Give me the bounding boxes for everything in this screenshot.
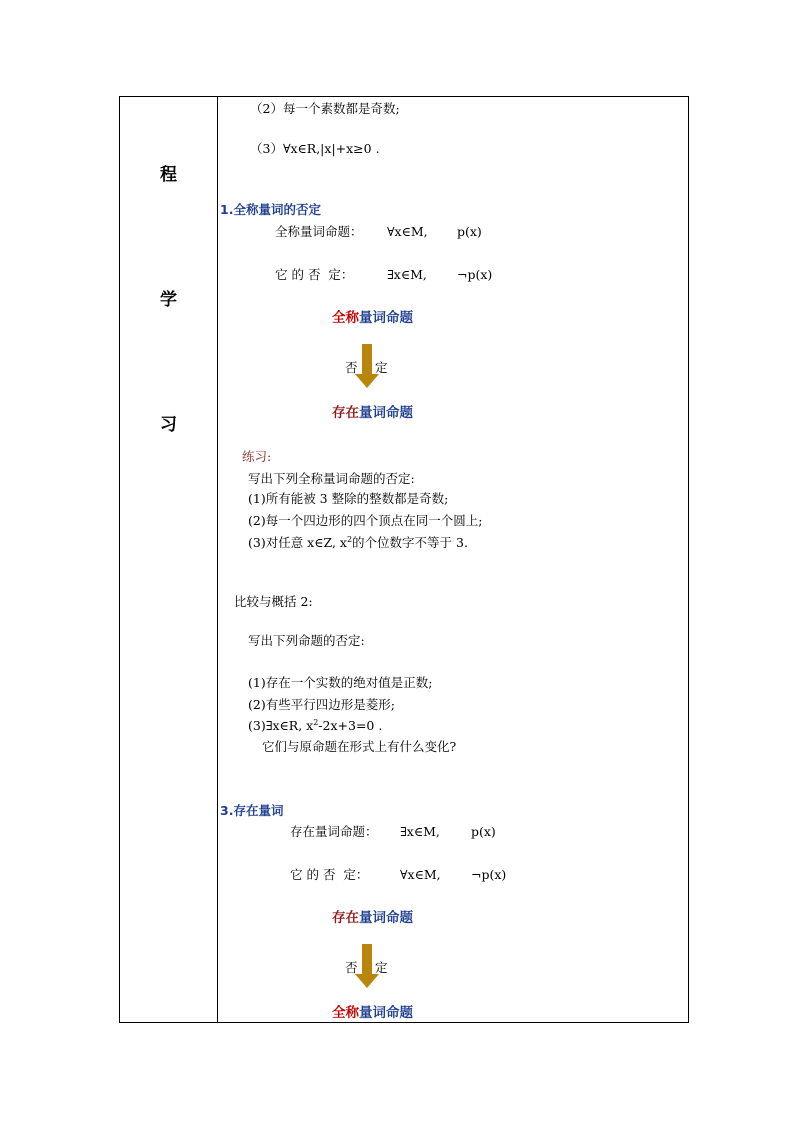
exercise-q1: (1)所有能被 3 整除的整数都是奇数; (248, 491, 449, 506)
section1-prop-pred: p(x) (457, 224, 482, 239)
intro-item-3: （3）∀x∈R,|x|+x≥0 . (250, 141, 380, 156)
section3-to-label: 全称量词命题 (332, 1005, 413, 1021)
side-label-xue: 学 (160, 290, 177, 310)
section1-arrow-label-1: 否 (345, 360, 358, 375)
section1-to-label: 存在量词命题 (332, 405, 413, 421)
section3-neg-pred: ¬p(x) (471, 867, 507, 882)
section3-neg-quant: ∀x∈M, (400, 867, 441, 882)
section1-from-label: 全称量词命题 (332, 310, 413, 326)
compare-q3: (3)∃x∈R, $x^2-2x+3=0$ . (248, 717, 383, 733)
compare-q2: (2)有些平行四边形是菱形; (248, 697, 395, 712)
section3-arrow-label-2: 定 (375, 960, 388, 975)
column-divider (217, 96, 218, 1023)
section1-neg-pred: ¬p(x) (457, 267, 493, 282)
section3-prop-label: 存在量词命题： (290, 824, 378, 839)
section1-heading: 1.全称量词的否定 (220, 202, 321, 217)
compare-instruction: 写出下列命题的否定: (248, 633, 365, 648)
section1-prop-quant: ∀x∈M, (387, 224, 428, 239)
section1-neg-quant: ∃x∈M, (387, 267, 427, 282)
section1-prop-label: 全称量词命题： (275, 224, 363, 239)
section1-arrow-label-2: 定 (375, 360, 388, 375)
exercise-instruction: 写出下列全称量词命题的否定: (248, 471, 415, 486)
compare-q1: (1)存在一个实数的绝对值是正数; (248, 675, 433, 690)
section3-from-label: 存在量词命题 (332, 910, 413, 926)
side-label-cheng: 程 (160, 165, 177, 185)
exercise-q2: (2)每一个四边形的四个顶点在同一个圆上; (248, 513, 483, 528)
exercise-q3: (3)对任意 x∈Z, $x^2$的个位数字不等于 3. (248, 534, 468, 550)
intro-item-2: （2）每一个素数都是奇数; (250, 101, 400, 116)
compare-title: 比较与概括 2: (234, 594, 313, 609)
section1-neg-label: 它 的 否 定： (275, 267, 354, 282)
section3-prop-pred: p(x) (471, 824, 496, 839)
section3-arrow-label-1: 否 (345, 960, 358, 975)
exercise-title: 练习: (242, 449, 272, 464)
section3-neg-label: 它 的 否 定： (290, 867, 369, 882)
side-label-xi: 习 (160, 415, 177, 435)
section3-prop-quant: ∃x∈M, (400, 824, 440, 839)
compare-question: 它们与原命题在形式上有什么变化? (262, 739, 457, 754)
section3-heading: 3.存在量词 (220, 803, 284, 818)
